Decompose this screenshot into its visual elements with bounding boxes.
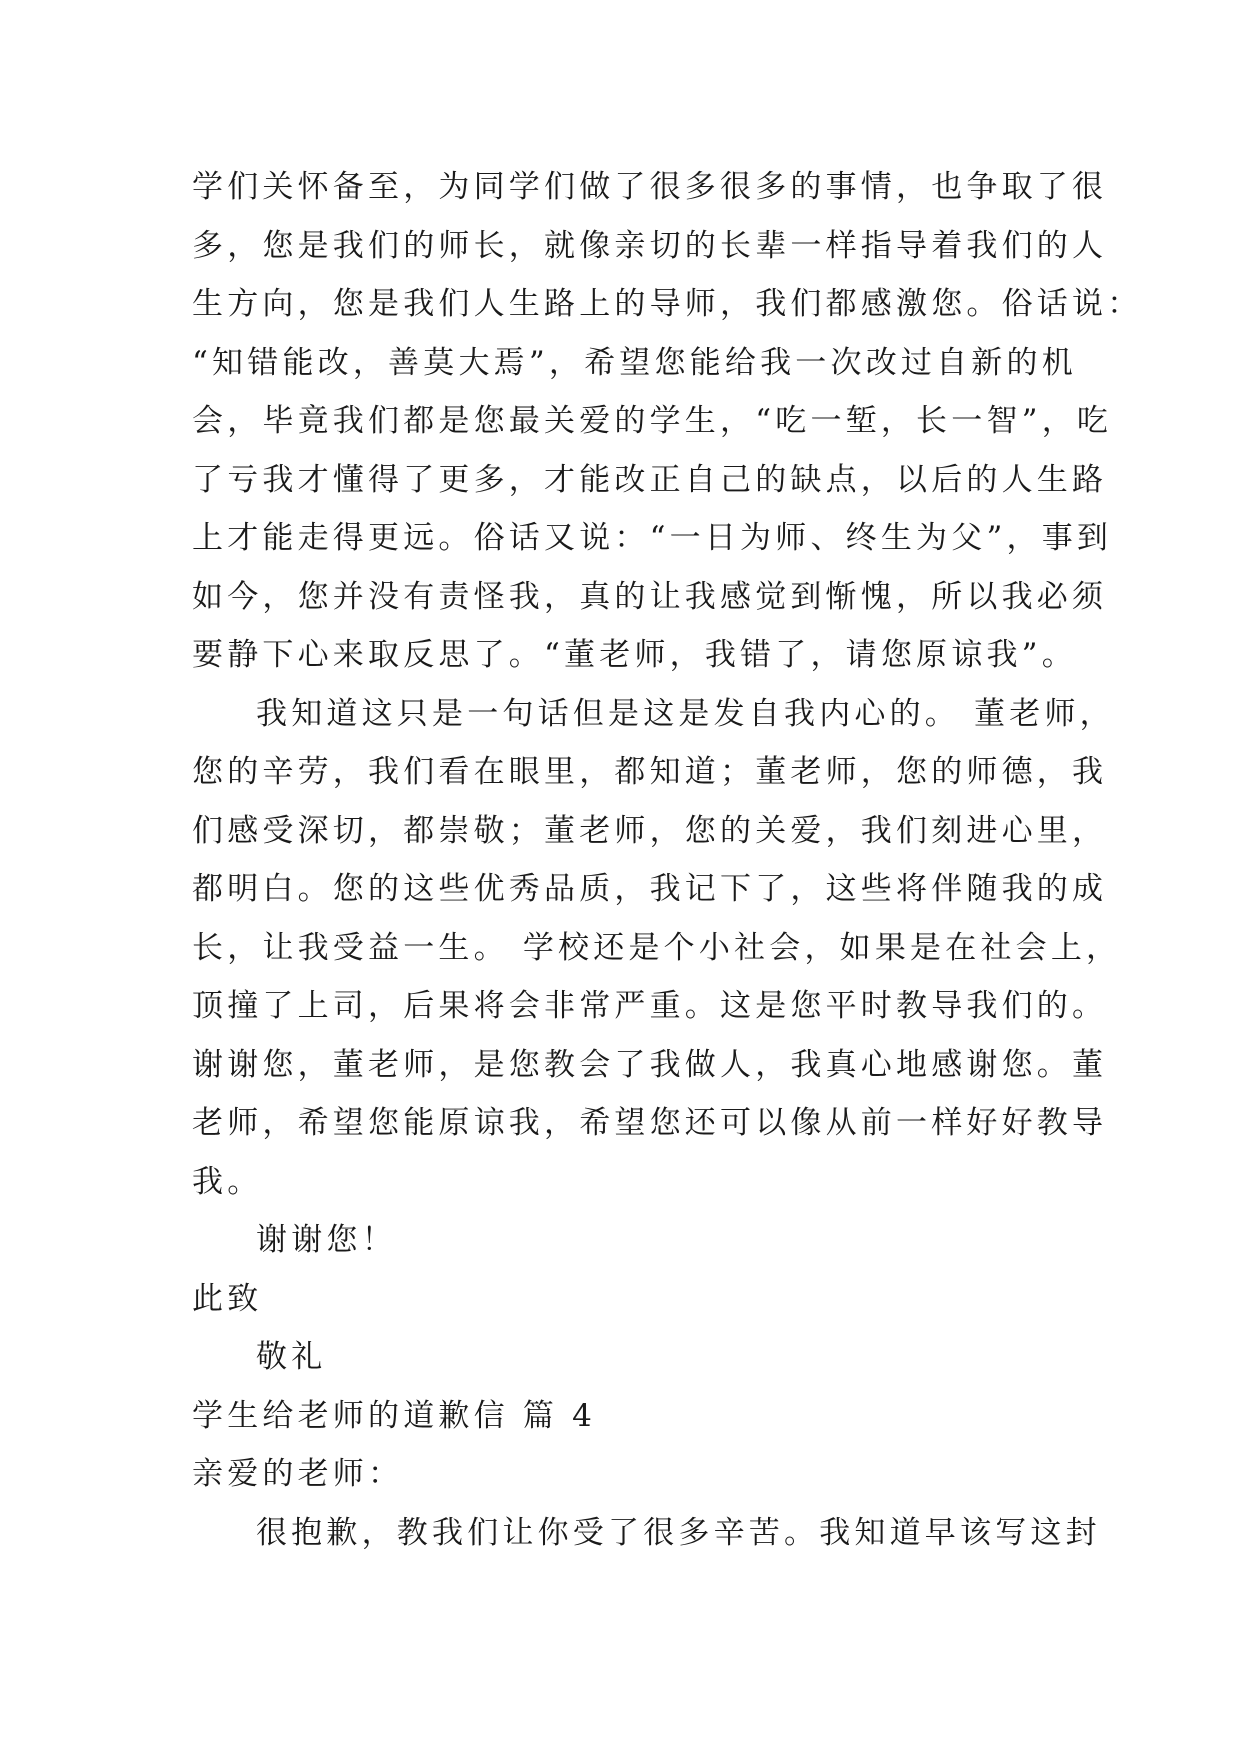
text-line: 如今，您并没有责怪我，真的让我感觉到惭愧，所以我必须 xyxy=(192,578,1108,615)
text-line: 您的辛劳，我们看在眼里，都知道；董老师，您的师德，我 xyxy=(192,754,1108,790)
document-page xyxy=(192,158,1143,1562)
text-line: 们感受深切，都崇敬；董老师，您的关爱，我们刻进心里， xyxy=(192,812,1108,849)
text-line: 学们关怀备至，为同学们做了很多很多的事情，也争取了很 xyxy=(192,169,1108,205)
salute-line: 敬礼 xyxy=(256,1339,327,1375)
text-line: 顶撞了上司，后果将会非常严重。这是您平时教导我们的。 xyxy=(192,988,1108,1024)
paragraph-start-line: 很抱歉，教我们让你受了很多辛苦。我知道早该写这封 xyxy=(256,1514,1101,1551)
text-line: 多，您是我们的师长，就像亲切的长辈一样指导着我们的人 xyxy=(192,227,1108,264)
thanks-line: 谢谢您！ xyxy=(256,1222,397,1258)
text-line: 要静下心来取反思了。“董老师，我错了，请您原谅我”。 xyxy=(192,637,1077,673)
greeting-line: 亲爱的老师： xyxy=(192,1456,404,1492)
text-line: 谢谢您，董老师，是您教会了我做人，我真心地感谢您。董 xyxy=(192,1046,1108,1083)
text-line: 老师，希望您能原谅我，希望您还可以像从前一样好好教导 xyxy=(192,1105,1108,1141)
text-line: 上才能走得更远。俗话又说：“一日为师、终生为父”，事到 xyxy=(192,520,1113,556)
text-line: 都明白。您的这些优秀品质，我记下了，这些将伴随我的成 xyxy=(192,871,1108,907)
text-line: “知错能改，善莫大焉”，希望您能给我一次改过自新的机 xyxy=(192,344,1077,381)
section-heading: 学生给老师的道歉信 篇 4 xyxy=(192,1397,597,1434)
text-line: 我。 xyxy=(192,1163,263,1200)
closing-line: 此致 xyxy=(192,1280,263,1317)
text-line: 了亏我才懂得了更多，才能改正自己的缺点，以后的人生路 xyxy=(192,461,1108,498)
paragraph-start-line: 我知道这只是一句话但是这是发自我内心的。 董老师， xyxy=(256,695,1115,732)
text-line: 会，毕竟我们都是您最关爱的学生，“吃一堑，长一智”，吃 xyxy=(192,403,1113,439)
text-line: 长，让我受益一生。 学校还是个小社会，如果是在社会上， xyxy=(192,929,1122,966)
text-line: 生方向，您是我们人生路上的导师，我们都感激您。俗话说： xyxy=(192,286,1143,322)
